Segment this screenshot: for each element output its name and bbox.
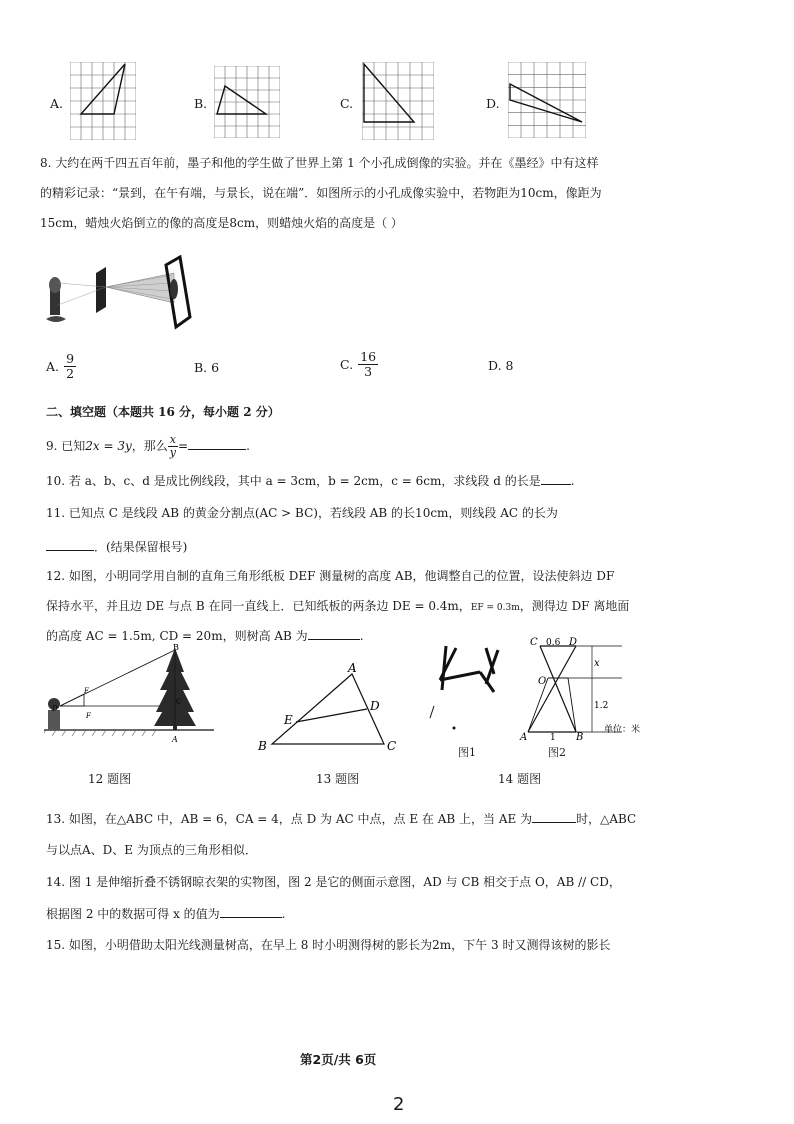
- q11-answer-blank[interactable]: [46, 538, 94, 551]
- fig13-label-e: E: [284, 713, 293, 727]
- q12-line3-end: .: [359, 629, 364, 643]
- fig14-fig2-label: 图2: [548, 746, 566, 759]
- q13-line1-text: 13. 如图，在△ABC 中，AB = 6，CA = 4，点 D 为 AC 中点，点 E 在 AB 上，当 AE 为: [46, 812, 533, 826]
- q13-line2: 与以点A、D、E 为顶点的三角形相似．: [46, 843, 257, 857]
- q8-option-c-fraction: [358, 350, 378, 379]
- figure-13: [254, 660, 404, 756]
- q9-mid: ，那么: [131, 439, 168, 453]
- q8-option-a-fraction: [64, 352, 76, 381]
- q7-grid-d: [508, 62, 586, 138]
- q7-grid-a: [70, 62, 136, 140]
- fig12-label-c: C: [176, 698, 182, 706]
- q7-option-c-label: C.: [340, 96, 354, 111]
- fig13-label-a: A: [348, 661, 357, 675]
- q14-answer-blank[interactable]: [220, 905, 282, 918]
- fig14-fig1-label: 图1: [458, 746, 476, 759]
- fig14-label-06: 0.6: [546, 638, 561, 648]
- q14-line2: [46, 905, 286, 922]
- fig14-unit: 单位：米: [604, 725, 641, 735]
- q11-line2-text: ．(结果保留根号): [94, 540, 188, 554]
- q8-line3: 15cm，蜡烛火焰倒立的像的高度是8cm，则蜡烛火焰的高度是（ ）: [40, 216, 403, 230]
- q9-answer-blank[interactable]: [188, 437, 246, 450]
- q12-answer-blank[interactable]: [308, 627, 360, 640]
- fig13-label-c: C: [387, 739, 397, 753]
- q7-option-d-label: D.: [486, 96, 500, 111]
- q7-option-b-label: B.: [194, 96, 208, 111]
- q11-line1: 11. 已知点 C 是线段 AB 的黄金分割点(AC > BC)，若线段 AB 的长10cm，则线段 AC 的长为: [46, 506, 558, 520]
- q9-fraction: [168, 434, 178, 459]
- q8-line2: 的精彩记录：“景到，在午有端，与景长，说在端”．如图所示的小孔成像实验中，若物距为10cm，像距为: [40, 186, 602, 200]
- drying-rack-icon: [440, 646, 498, 692]
- fig14-caption: 14 题图: [498, 772, 542, 786]
- q12-line2: [46, 598, 629, 616]
- q8-line1: 8. 大约在两千四五百年前，墨子和他的学生做了世界上第 1 个小孔成倒像的实验。并在《墨经》中有这样: [40, 156, 599, 170]
- section2-title: 二、填空题（本题共 16 分，每小题 2 分）: [46, 405, 280, 419]
- q12-line2-text: 保持水平，并且边 DE 与点 B 在同一直线上．已知纸板的两条边 DE = 0.4m，: [46, 599, 471, 613]
- q12-line2-end: ，测得边 DF 离地面: [519, 599, 630, 613]
- q9-equals: =: [178, 439, 189, 453]
- q8-option-a-label: A.: [46, 359, 60, 374]
- fig14-label-12: 1.2: [594, 701, 609, 711]
- fig14-label-c: C: [530, 637, 538, 648]
- q13-answer-blank[interactable]: [532, 810, 576, 823]
- q12-line2-small: EF = 0.3m: [470, 603, 520, 613]
- fig13-caption: 13 题图: [316, 772, 360, 786]
- segment-de: [296, 709, 367, 722]
- q9-numerator: x: [169, 433, 176, 446]
- q8-option-c-denominator: 3: [364, 364, 373, 379]
- fig12-label-b: B: [173, 643, 179, 652]
- q7-option-a-label: A.: [50, 96, 64, 111]
- q9-equation: 2x = 3y: [85, 439, 132, 453]
- pinhole-camera-figure: [44, 255, 194, 330]
- figure-14-photo: [424, 640, 514, 736]
- q8-option-c-numerator: 16: [360, 349, 377, 364]
- fig12-caption: 12 题图: [88, 772, 132, 786]
- q7-option-d: [486, 62, 596, 144]
- fig14-label-d: D: [569, 637, 578, 648]
- q8-option-a-numerator: 9: [66, 351, 75, 366]
- q15-line1: 15. 如图，小明借助太阳光线测量树高，在早上 8 时小明测得树的影长为2m，下午 3 时又测得该树的影长: [46, 938, 611, 952]
- figure-12: [44, 642, 214, 750]
- fig12-label-a: A: [172, 735, 178, 744]
- q9: [46, 434, 250, 459]
- q10-answer-blank[interactable]: [541, 472, 571, 485]
- fig14-label-b: B: [576, 732, 584, 742]
- q9-end: .: [246, 439, 250, 453]
- q13-line1-end: 时，△ABC: [576, 812, 637, 826]
- q11-line2: [46, 538, 187, 555]
- q8-option-b: B. 6: [194, 360, 220, 375]
- fig14-label-o: O: [538, 676, 547, 687]
- q7-option-b: [194, 66, 284, 146]
- triangle-board: [60, 694, 84, 706]
- q9-denominator: y: [169, 446, 176, 459]
- q7-option-a: [48, 62, 138, 144]
- q7-triangle-c: [364, 64, 414, 122]
- q7-option-c: [340, 62, 440, 144]
- flame-icon: [49, 277, 61, 293]
- fig12-label-f: F: [86, 712, 91, 720]
- page-footer: 第2页/共 6页: [300, 1052, 377, 1067]
- fig13-label-d: D: [370, 699, 380, 713]
- q12-line3-text: 的高度 AC = 1.5m, CD = 20m，则树高 AB 为: [46, 629, 308, 643]
- segment-cb: [540, 646, 576, 732]
- fig13-label-b: B: [258, 739, 267, 753]
- q7-grid-c: [362, 62, 434, 140]
- q14-line2-end: .: [281, 907, 286, 921]
- q13-line1: [46, 810, 636, 827]
- q14-line1: 14. 图 1 是伸缩折叠不锈钢晾衣架的实物图，图 2 是它的侧面示意图，AD 与 CB 相交于点 O，AB // CD，: [46, 875, 621, 889]
- figure-14-diagram: [514, 636, 654, 742]
- segment-da: [528, 646, 576, 732]
- q10-text: 10. 若 a、b、c、d 是成比例线段，其中 a = 3cm，b = 2cm，c = 6cm，求线段 d 的长是: [46, 474, 541, 488]
- q10-end: .: [570, 474, 575, 488]
- fig14-label-1: 1: [550, 733, 556, 742]
- q8-option-c-label: C.: [340, 357, 354, 372]
- q7-grid-b: [214, 66, 280, 138]
- q10: [46, 472, 575, 489]
- q14-line2-text: 根据图 2 中的数据可得 x 的值为: [46, 907, 220, 921]
- q12-line1: 12. 如图，小明同学用自制的直角三角形纸板 DEF 测量树的高度 AB，他调整自己的位置，设法使斜边 DF: [46, 569, 615, 583]
- q9-pre: 9. 已知: [46, 439, 86, 453]
- q8-option-c: [340, 350, 378, 379]
- fig14-label-x: x: [594, 658, 600, 669]
- fig14-label-a: A: [520, 732, 528, 742]
- fig12-label-e: E: [84, 687, 90, 695]
- page-number: 2: [393, 1094, 405, 1115]
- screen-frame: [166, 257, 190, 327]
- triangle-abc: [272, 674, 384, 744]
- q8-option-a-denominator: 2: [66, 366, 75, 381]
- fig12-label-d: D: [52, 705, 58, 713]
- q8-option-a: [46, 352, 76, 381]
- q8-option-d: D. 8: [488, 358, 514, 373]
